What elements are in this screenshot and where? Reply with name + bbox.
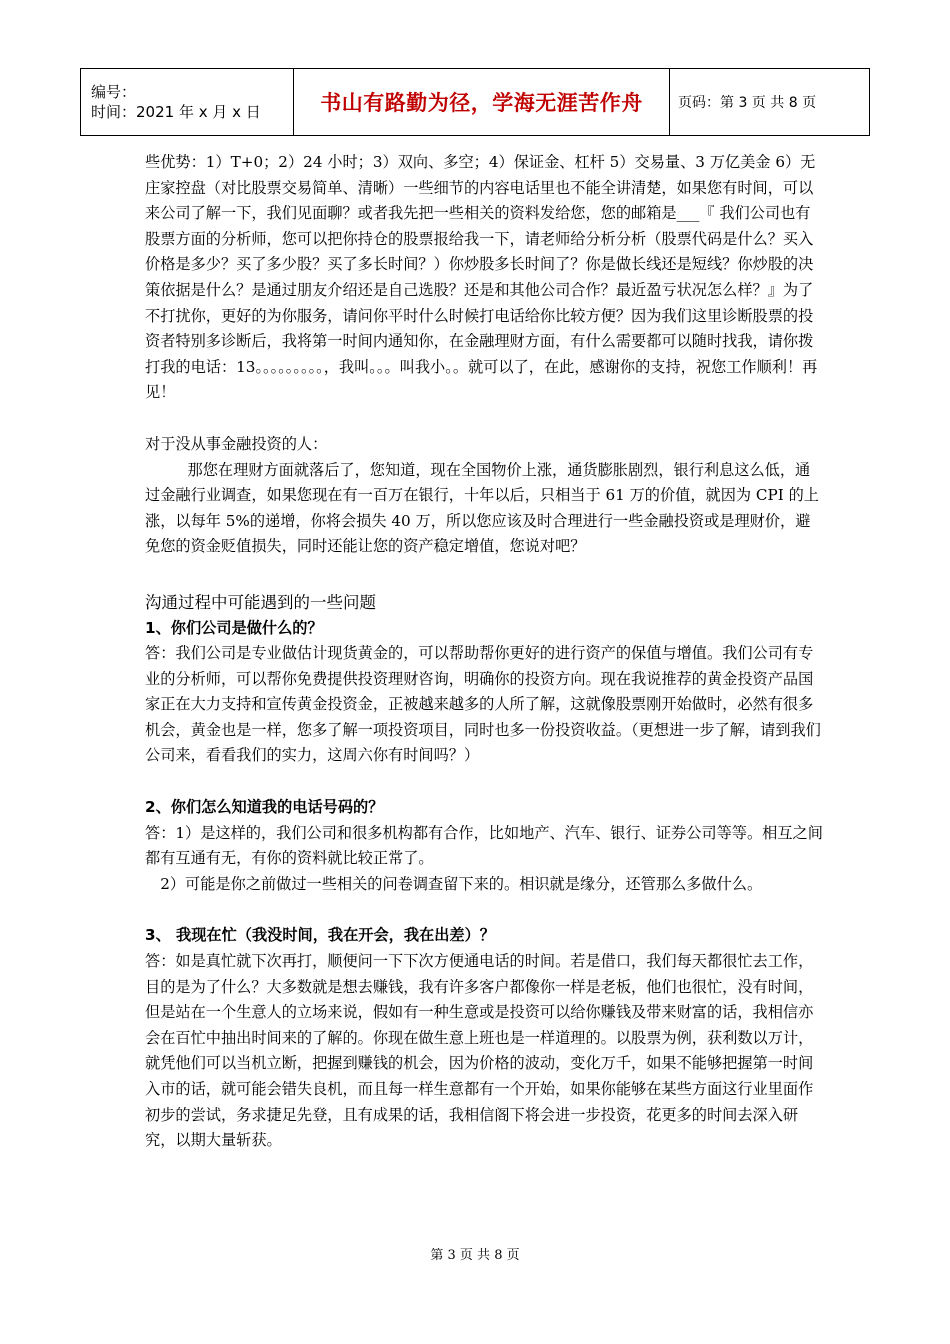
motto: 书山有路勤为径，学海无涯苦作舟 bbox=[320, 91, 643, 115]
page-footer bbox=[0, 1244, 950, 1263]
paragraph-label-non-investors: 对于没从事金融投资的人： bbox=[145, 434, 328, 453]
header-left-cell bbox=[81, 69, 294, 136]
section-title: 沟通过程中可能遇到的一些问题 bbox=[145, 592, 376, 612]
footer-page-number: 第 3 页 共 8 页 bbox=[430, 1248, 520, 1263]
answer-2-part-1: 答：1）是这样的，我们公司和很多机构都有合作，比如地产、汽车、银行、证券公司等等。相互之间都有互通有无，有你的资料就比较正常了。 bbox=[145, 823, 823, 868]
question-1: 1、你们公司是做什么的？ bbox=[145, 618, 323, 637]
paragraph-non-investors: 那您在理财方面就落后了，您知道，现在全国物价上涨，通货膨胀剧烈，银行利息这么低，通过金融行业调查，如果您现在有一百万在银行，十年以后，只相当于 61 万的价值，就因为 CPI 的上涨，以每年 5%的递增，你将会损失 40 万，所以您应该及时合理进行一些金融投资或是理财价，避免您的资金贬值损失，同时还能让您的资产稳定增值，您说对吧？ bbox=[145, 460, 819, 556]
header-table bbox=[80, 68, 870, 136]
question-2: 2、你们怎么知道我的电话号码的？ bbox=[145, 798, 384, 817]
answer-2-part-2: 2）可能是你之前做过一些相关的问卷调查留下来的。相识就是缘分，还管那么多做什么。 bbox=[160, 874, 763, 893]
answer-3: 答：如是真忙就下次再打，顺便问一下下次方便通电话的时间。若是借口，我们每天都很忙去工作，目的是为了什么？大多数就是想去赚钱，我有许多客户都像你一样是老板，他们也很忙，没有时间，但是站在一个生意人的立场来说，假如有一种生意或是投资可以给你赚钱及带来财富的话，我相信亦会在百忙中抽出时间来的了解的。你现在做生意上班也是一样道理的。以股票为例，获利数以万计，就凭他们可以当机立断，把握到赚钱的机会，因为价格的波动，变化万千，如果不能够把握第一时间入市的话，就可能会错失良机，而且每一样生意都有一个开始，如果你能够在某些方面这行业里面作初步的尝试，务求捷足先登，且有成果的话，我相信阁下将会进一步投资，花更多的时间去深入研究，以期大量斩获。 bbox=[145, 952, 814, 1150]
number-label: 编号： bbox=[91, 83, 137, 101]
question-3: 3、 我现在忙（我没时间，我在开会，我在出差）？ bbox=[145, 926, 495, 945]
header-motto-cell bbox=[294, 69, 670, 136]
document-body bbox=[145, 150, 825, 1154]
answer-1: 答：我们公司是专业做估计现货黄金的，可以帮助帮你更好的进行资产的保值与增值。我们公司有专业的分析师，可以帮你免费提供投资理财咨询，明确你的投资方向。现在我说推荐的黄金投资产品国家正在大力支持和宣传黄金投资金，正被越来越多的人所了解，这就像股票刚开始做时，必然有很多机会，黄金也是一样，您多了解一项投资项目，同时也多一份投资收益。（更想进一步了解，请到我们公司来，看看我们的实力，这周六你有时间吗？） bbox=[145, 644, 821, 765]
header-page-cell bbox=[670, 69, 870, 136]
time-label: 时间：2021 年 x 月 x 日 bbox=[91, 103, 261, 121]
page-label: 页码：第 3 页 共 8 页 bbox=[678, 95, 817, 111]
paragraph-advantages: 些优势：1）T+0；2）24 小时；3）双向、多空；4）保证金、杠杆 5）交易量、3 万亿美金 6）无庄家控盘（对比股票交易简单、清晰）一些细节的内容电话里也不能全讲清楚，如果您有时间，可以来公司了解一下，我们见面聊？或者我先把一些相关的资料发给您，您的邮箱是___『 我们公司也有股票方面的分析师，您可以把你持仓的股票报给我一下，请老师给分析分析（股票代码是什么？买入价格是多少？买了多少股？买了多长时间？）你炒股多长时间了？你是做长线还是短线？你炒股的决策依据是什么？是通过朋友介绍还是自己选股？还是和其他公司合作？最近盈亏状况怎么样？』为了不打扰你，更好的为你服务，请问你平时什么时候打电话给你比较方便？因为我们这里诊断股票的投资者特别多诊断后，我将第一时间内通知你，在金融理财方面，有什么需要都可以随时找我，请你拨打我的电话：13。。。。。。。。。，我叫。。。叫我小。。就可以了，在此，感谢你的支持，祝您工作顺利！再见！ bbox=[145, 153, 818, 402]
